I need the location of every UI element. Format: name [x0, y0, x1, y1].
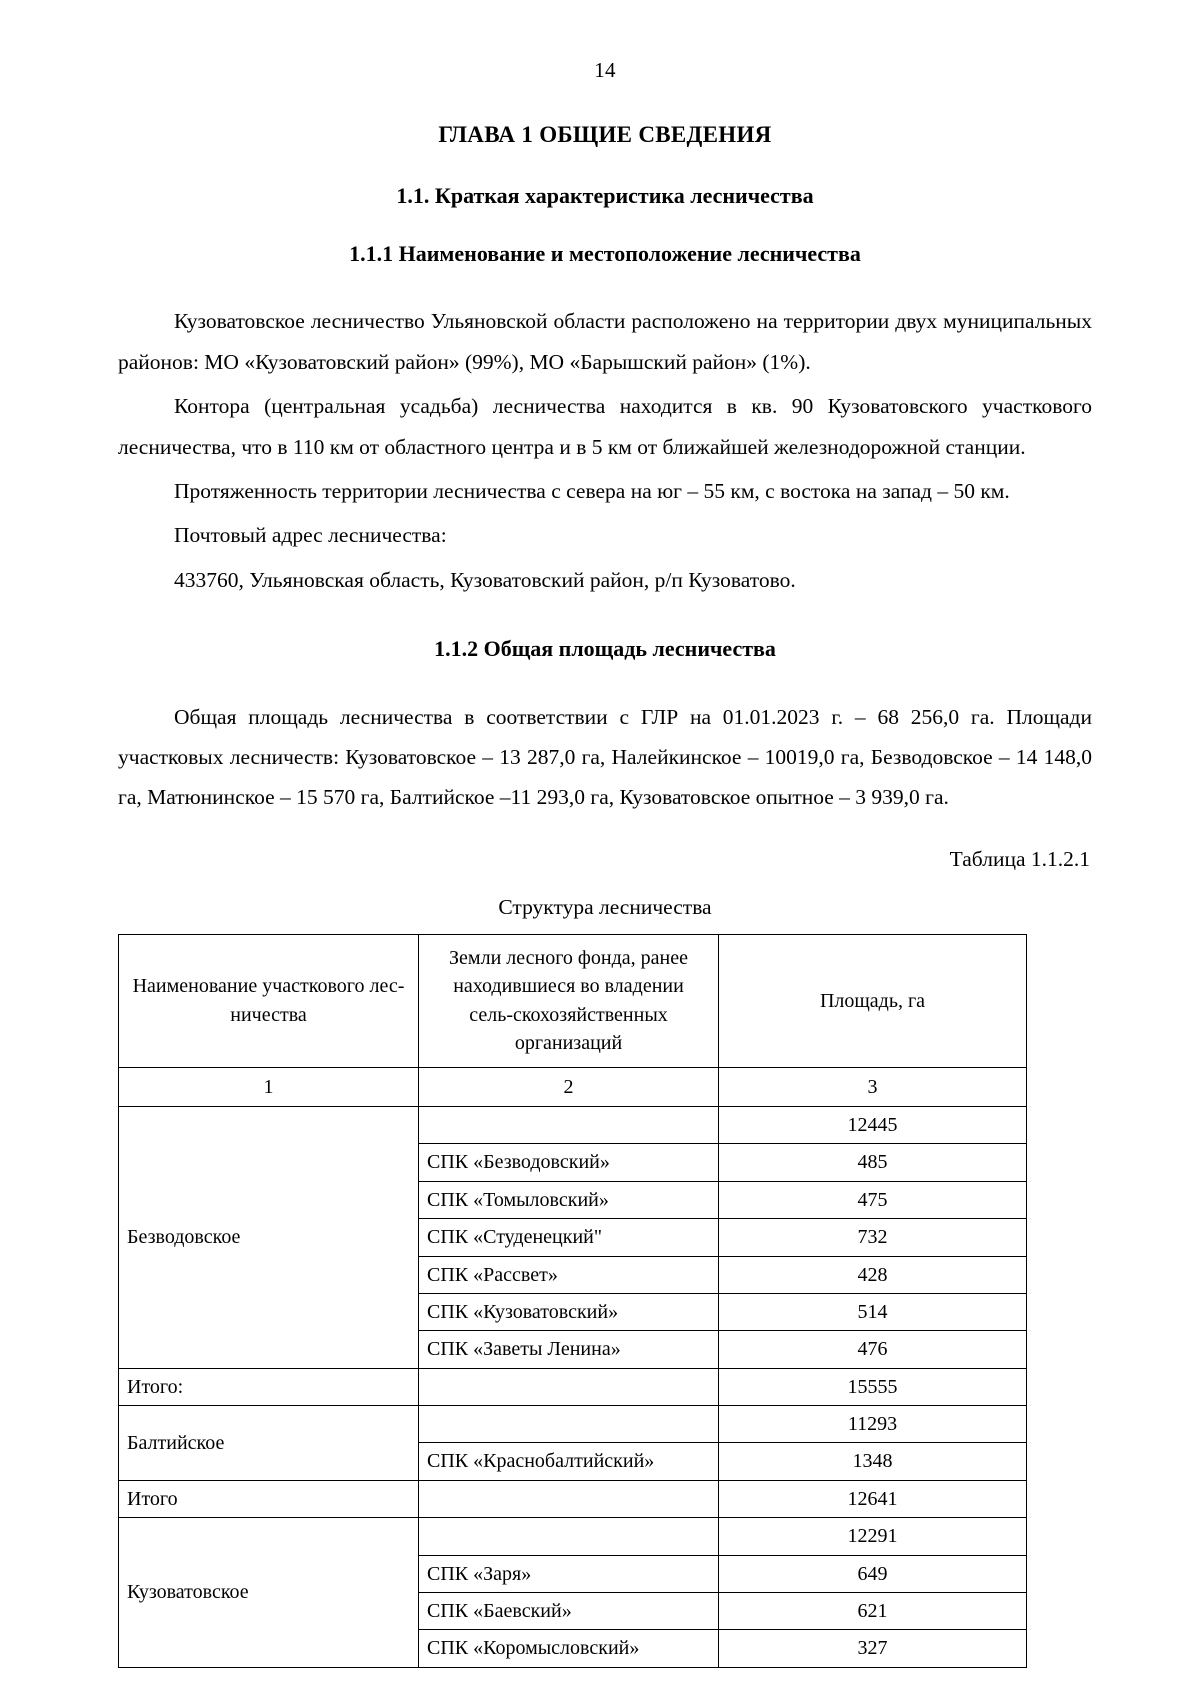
row-area: 12445	[719, 1106, 1027, 1143]
row-forestry-name: Балтийское	[119, 1406, 419, 1481]
row-area: 12291	[719, 1518, 1027, 1555]
row-subject: СПК «Заря»	[419, 1555, 719, 1592]
subsection-title-1-1-1: 1.1.1 Наименование и местоположение лесничества	[349, 240, 861, 266]
row-total-area: 15555	[719, 1368, 1027, 1405]
row-area: 327	[719, 1630, 1027, 1667]
table-row	[119, 1518, 1027, 1555]
row-forestry-name: Кузоватовское	[119, 1518, 419, 1668]
row-subject: СПК «Рассвет»	[419, 1256, 719, 1293]
column-number-1: 1	[119, 1067, 419, 1106]
table-header	[119, 935, 1027, 1107]
table-row	[119, 1406, 1027, 1443]
row-subject: СПК «Студенецкий"	[419, 1219, 719, 1256]
page-number: 14	[594, 58, 616, 82]
row-area: 11293	[719, 1406, 1027, 1443]
column-number-3: 3	[719, 1067, 1027, 1106]
row-total-label: Итого	[119, 1480, 419, 1517]
row-subject	[419, 1480, 719, 1517]
table-row	[119, 1480, 1027, 1517]
row-subject: СПК «Заветы Ленина»	[419, 1331, 719, 1368]
paragraph-office: Контора (центральная усадьба) лесничества находится в кв. 90 Кузоватовского участкового лесничества, что в 110 км от областного центра и в 5 км от ближайшей железнодорожной станции.	[118, 394, 1092, 459]
column-number-2: 2	[419, 1067, 719, 1106]
chapter-title: ГЛАВА 1 ОБЩИЕ СВЕДЕНИЯ	[438, 122, 772, 147]
structure-table	[118, 934, 1027, 1668]
paragraph-postal-label: Почтовый адрес лесничества:	[174, 523, 447, 548]
table-row	[119, 1368, 1027, 1405]
row-subject	[419, 1368, 719, 1405]
table-row	[119, 1106, 1027, 1143]
paragraph-postal-address: 433760, Ульяновская область, Кузоватовский район, р/п Кузоватово.	[174, 567, 796, 592]
section-title: 1.1. Краткая характеристика лесничества	[396, 182, 814, 208]
subsection-title-1-1-2: 1.1.2 Общая площадь лесничества	[434, 636, 776, 662]
row-forestry-name: Безводовское	[119, 1106, 419, 1368]
row-subject	[419, 1518, 719, 1555]
row-area: 732	[719, 1219, 1027, 1256]
row-subject: СПК «Коромысловский»	[419, 1630, 719, 1667]
column-header-area: Площадь, га	[719, 935, 1027, 1068]
row-area: 1348	[719, 1443, 1027, 1480]
table-body	[119, 1106, 1027, 1667]
row-subject: СПК «Томыловский»	[419, 1181, 719, 1218]
table-column-number-row	[119, 1067, 1027, 1106]
row-area: 428	[719, 1256, 1027, 1293]
column-header-former-owner: Земли лесного фонда, ранее находившиеся во владении сель-​скохозяйственных организаций	[419, 935, 719, 1068]
row-area: 649	[719, 1555, 1027, 1592]
table-number-label: Таблица 1.1.2.1	[949, 846, 1090, 871]
table-title: Структура лесничества	[498, 894, 712, 919]
row-subject: СПК «Безводовский»	[419, 1144, 719, 1181]
row-total-area: 12641	[719, 1480, 1027, 1517]
row-subject: СПК «Баевский»	[419, 1593, 719, 1630]
row-subject: СПК «Кузоватовский»	[419, 1293, 719, 1330]
paragraph-extent: Протяженность территории лесничества с севера на юг – 55 км, с востока на запад – 50 км.	[174, 479, 1010, 503]
table-header-row	[119, 935, 1027, 1068]
row-area: 475	[719, 1181, 1027, 1218]
paragraph-total-area: Общая площадь лесничества в соответствии с ГЛР на 01.01.2023 г. – 68 256,0 га. Площади участковых лесничеств: Кузоватовское – 13 287,0 га, Налейкинское – 10019,0 га, Безводовское – 14 148,0 га, Матюнинское – 15 570 га, Балтийское –11 293,0 га, Кузоватовское опытное – 3 939,0 га.	[118, 704, 1092, 810]
row-total-label: Итого:	[119, 1368, 419, 1405]
paragraph-location: Кузоватовское лесничество Ульяновской области расположено на территории двух муниципальных районов: МО «Кузоватовский район» (99%), МО «Барышский район» (1%).	[118, 309, 1092, 374]
column-header-name: Наименование участкового лес-​ничества	[119, 935, 419, 1068]
row-subject: СПК «Краснобалтийский»	[419, 1443, 719, 1480]
row-area: 476	[719, 1331, 1027, 1368]
row-area: 514	[719, 1293, 1027, 1330]
row-subject	[419, 1106, 719, 1143]
row-area: 621	[719, 1593, 1027, 1630]
row-subject	[419, 1406, 719, 1443]
row-area: 485	[719, 1144, 1027, 1181]
